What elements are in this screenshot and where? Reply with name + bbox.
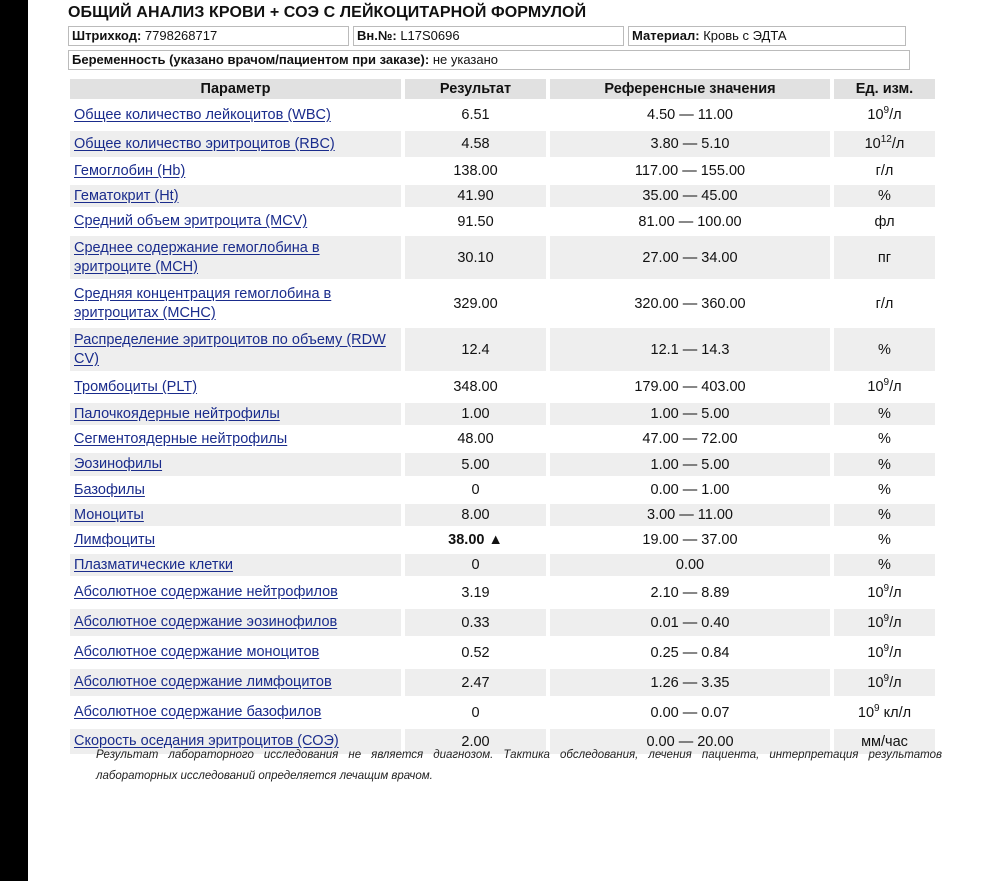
unit-suffix: /л [889, 379, 902, 395]
parameter-link[interactable]: Гемоглобин (Hb) [74, 162, 186, 179]
table-row [70, 504, 935, 526]
result-value: 0.33 [405, 609, 546, 636]
table-row [70, 554, 935, 576]
pregnancy-value: не указано [432, 52, 499, 67]
unit-base: % [878, 406, 891, 422]
pregnancy-label: Беременность (указано врачом/пациентом при заказе): [72, 52, 430, 67]
result-value: 348.00 [453, 379, 498, 395]
unit-suffix: кл/л [879, 704, 912, 721]
reference-range: 35.00 — 45.00 [550, 185, 830, 207]
barcode-label: Штрихкод: [72, 28, 142, 43]
unit-base: % [878, 482, 891, 498]
unit-base: 10 [867, 584, 884, 601]
unit-suffix: /л [889, 644, 902, 661]
unit-base: 10 [867, 674, 884, 691]
unit-cell [834, 160, 935, 182]
table-row [70, 210, 935, 233]
result-value: 48.00 [457, 431, 494, 447]
table-row [70, 374, 935, 400]
unit-cell [834, 609, 935, 636]
unit-base: 10 [867, 107, 884, 123]
result-value: 2.00 [405, 729, 546, 754]
parameter-link[interactable]: Гематокрит (Ht) [74, 187, 179, 204]
unit-base: фл [874, 213, 895, 230]
unit-exponent: 9 [883, 672, 890, 684]
result-value: 30.10 [405, 236, 546, 279]
table-row [70, 529, 935, 551]
unit-base: пг [877, 249, 892, 266]
parameter-cell [70, 210, 401, 233]
unit-suffix: /л [889, 614, 902, 631]
reference-range: 179.00 — 403.00 [634, 379, 746, 395]
parameter-link[interactable]: Абсолютное содержание нейтрофилов [74, 584, 338, 600]
parameter-cell [70, 282, 401, 325]
parameter-link[interactable]: Лимфоциты [74, 531, 156, 548]
parameter-cell [70, 669, 401, 696]
result-value: 12.4 [405, 328, 546, 371]
unit-exponent: 12 [880, 134, 892, 145]
parameter-link[interactable]: Общее количество эритроцитов (RBC) [74, 135, 335, 152]
result-value: 41.90 [405, 185, 546, 207]
unit-cell [834, 403, 935, 425]
header-parameter: Параметр [70, 79, 401, 99]
parameter-cell [70, 479, 401, 501]
unit-base: г/л [875, 163, 894, 179]
parameter-cell [70, 328, 401, 371]
table-row [70, 479, 935, 501]
barcode-cell [68, 26, 349, 46]
unit-base: 10 [857, 704, 875, 721]
header-info-row [68, 26, 906, 46]
result-value: 4.58 [405, 131, 546, 157]
table-row [70, 282, 935, 325]
reference-range: 0.00 — 1.00 [650, 482, 730, 498]
parameter-link[interactable]: Базофилы [74, 481, 145, 498]
unit-exponent: 9 [883, 105, 890, 116]
table-row [70, 669, 935, 696]
unit-cell [834, 102, 935, 128]
unit-suffix: /л [889, 584, 902, 601]
parameter-cell [70, 160, 401, 182]
reference-range: 4.50 — 11.00 [647, 107, 733, 123]
table-row [70, 160, 935, 182]
reference-range: 19.00 — 37.00 [642, 532, 738, 548]
unit-cell [834, 282, 935, 325]
unit-base: % [878, 557, 891, 573]
unit-cell [834, 185, 935, 207]
result-value: 6.51 [461, 107, 490, 123]
table-row [70, 236, 935, 279]
parameter-cell [70, 554, 401, 576]
unit-base: г/л [875, 295, 894, 312]
parameter-link[interactable]: Абсолютное содержание лимфоцитов [74, 674, 332, 690]
unit-base: 10 [867, 379, 884, 395]
unit-suffix: /л [889, 674, 902, 691]
result-value: 3.19 [461, 584, 490, 601]
result-value: 0 [471, 704, 480, 721]
unit-base: % [878, 507, 891, 523]
unit-cell [834, 453, 935, 476]
reference-range: 27.00 — 34.00 [550, 236, 830, 279]
results-table [66, 76, 939, 757]
internal-number-label: Вн.№: [357, 28, 397, 43]
parameter-link[interactable]: Средняя концентрация гемоглобина в эритроцитах (MCHC) [74, 285, 332, 321]
report-title: ОБЩИЙ АНАЛИЗ КРОВИ + СОЭ С ЛЕЙКОЦИТАРНОЙ ФОРМУЛОЙ [68, 4, 587, 21]
parameter-link[interactable]: Сегментоядерные нейтрофилы [74, 430, 288, 447]
parameter-link[interactable]: Палочкоядерные нейтрофилы [74, 405, 280, 422]
parameter-link[interactable]: Моноциты [74, 506, 144, 523]
parameter-link[interactable]: Эозинофилы [74, 456, 163, 472]
reference-range: 1.26 — 3.35 [550, 669, 830, 696]
unit-base: % [878, 188, 891, 204]
unit-suffix: /л [889, 107, 902, 123]
unit-base: % [878, 532, 891, 548]
unit-cell [834, 210, 935, 233]
header-unit: Ед. изм. [834, 79, 935, 99]
unit-cell [834, 554, 935, 576]
reference-range: 3.00 — 11.00 [550, 504, 830, 526]
unit-base: % [878, 456, 891, 473]
material-cell [628, 26, 906, 46]
parameter-cell [70, 185, 401, 207]
parameter-cell [70, 428, 401, 450]
reference-range: 12.1 — 14.3 [550, 328, 830, 371]
parameter-link[interactable]: Среднее содержание гемоглобина в эритроците (MCH) [74, 239, 320, 275]
table-row [70, 403, 935, 425]
unit-cell [834, 504, 935, 526]
parameter-cell [70, 529, 401, 551]
parameter-cell [70, 403, 401, 425]
unit-cell [834, 428, 935, 450]
result-value: 2.47 [405, 669, 546, 696]
unit-cell [834, 328, 935, 371]
unit-cell [834, 529, 935, 551]
reference-range: 0.00 — 0.07 [650, 704, 730, 721]
result-value: 0.52 [461, 644, 490, 661]
table-header-row [70, 79, 935, 99]
table-row [70, 609, 935, 636]
disclaimer-note: Результат лабораторного исследования не является диагнозом. Тактика обследования, лечения пациента, интерпретация результатов лабораторных исследований определяется лечащим врачом. [96, 749, 942, 782]
table-row [70, 579, 935, 606]
unit-suffix: /л [891, 136, 905, 152]
unit-exponent: 9 [883, 377, 890, 388]
parameter-cell [70, 609, 401, 636]
header-result: Результат [405, 79, 546, 99]
reference-range: 0.00 [550, 554, 830, 576]
parameter-link[interactable]: Общее количество лейкоцитов (WBC) [74, 106, 331, 123]
internal-number-cell [353, 26, 624, 46]
reference-range: 0.25 — 0.84 [650, 644, 730, 661]
unit-cell [834, 669, 935, 696]
unit-base: % [878, 341, 891, 358]
internal-number-value: L17S0696 [400, 28, 460, 43]
reference-range: 47.00 — 72.00 [642, 431, 738, 447]
parameter-cell [70, 453, 401, 476]
reference-range: 0.00 — 20.00 [550, 729, 830, 754]
unit-cell [834, 699, 935, 726]
result-value: 8.00 [405, 504, 546, 526]
result-value: 138.00 [453, 163, 498, 179]
table-row [70, 639, 935, 666]
parameter-cell [70, 699, 401, 726]
parameter-cell [70, 236, 401, 279]
pregnancy-row [68, 50, 910, 70]
result-value: 91.50 [457, 213, 494, 230]
parameter-link[interactable]: Тромбоциты (PLT) [74, 378, 198, 395]
reference-range: 117.00 — 155.00 [634, 163, 746, 179]
parameter-cell [70, 131, 401, 157]
unit-base: % [878, 431, 891, 447]
parameter-cell [70, 579, 401, 606]
reference-range: 1.00 — 5.00 [550, 453, 830, 476]
result-value: 329.00 [453, 295, 498, 312]
barcode-value: 7798268717 [144, 28, 218, 43]
unit-exponent: 9 [874, 702, 880, 714]
unit-cell [834, 479, 935, 501]
unit-base: 10 [867, 644, 884, 661]
parameter-link[interactable]: Абсолютное содержание эозинофилов [74, 614, 338, 630]
reference-range: 3.80 — 5.10 [550, 131, 830, 157]
result-value: 0 [471, 482, 480, 498]
unit-exponent: 9 [883, 612, 890, 624]
pregnancy-cell [68, 50, 910, 70]
table-row [70, 699, 935, 726]
material-value: Кровь с ЭДТА [703, 28, 787, 43]
unit-cell [834, 639, 935, 666]
unit-exponent: 9 [883, 642, 890, 654]
unit-cell [834, 374, 935, 400]
table-row [70, 328, 935, 371]
parameter-link[interactable]: Скорость оседания эритроцитов (СОЭ) [74, 733, 339, 749]
parameter-cell [70, 639, 401, 666]
parameter-cell [70, 102, 401, 128]
result-value: 1.00 [405, 403, 546, 425]
parameter-cell [70, 504, 401, 526]
parameter-cell [70, 374, 401, 400]
reference-range: 1.00 — 5.00 [550, 403, 830, 425]
unit-base: мм/час [861, 733, 908, 750]
parameter-link[interactable]: Распределение эритроцитов по объему (RDW CV) [74, 331, 386, 367]
results-body [70, 102, 935, 754]
table-row [70, 428, 935, 450]
table-row [70, 102, 935, 128]
parameter-link[interactable]: Плазматические клетки [74, 556, 233, 573]
table-row [70, 453, 935, 476]
unit-cell [834, 579, 935, 606]
parameter-link[interactable]: Средний объем эритроцита (MCV) [74, 213, 308, 229]
table-row [70, 131, 935, 157]
table-row [70, 185, 935, 207]
parameter-link[interactable]: Абсолютное содержание базофилов [74, 704, 322, 720]
unit-exponent: 9 [883, 582, 890, 594]
header-reference: Референсные значения [550, 79, 830, 99]
result-value: 38.00 ▲ [448, 532, 503, 548]
reference-range: 320.00 — 360.00 [634, 295, 746, 312]
parameter-link[interactable]: Абсолютное содержание моноцитов [74, 644, 320, 660]
unit-cell [834, 236, 935, 279]
reference-range: 2.10 — 8.89 [650, 584, 730, 601]
reference-range: 0.01 — 0.40 [550, 609, 830, 636]
material-label: Материал: [632, 28, 700, 43]
unit-base: 10 [864, 136, 881, 152]
result-value: 0 [405, 554, 546, 576]
result-value: 5.00 [405, 453, 546, 476]
unit-base: 10 [867, 614, 884, 631]
reference-range: 81.00 — 100.00 [638, 213, 742, 230]
unit-cell [834, 131, 935, 157]
